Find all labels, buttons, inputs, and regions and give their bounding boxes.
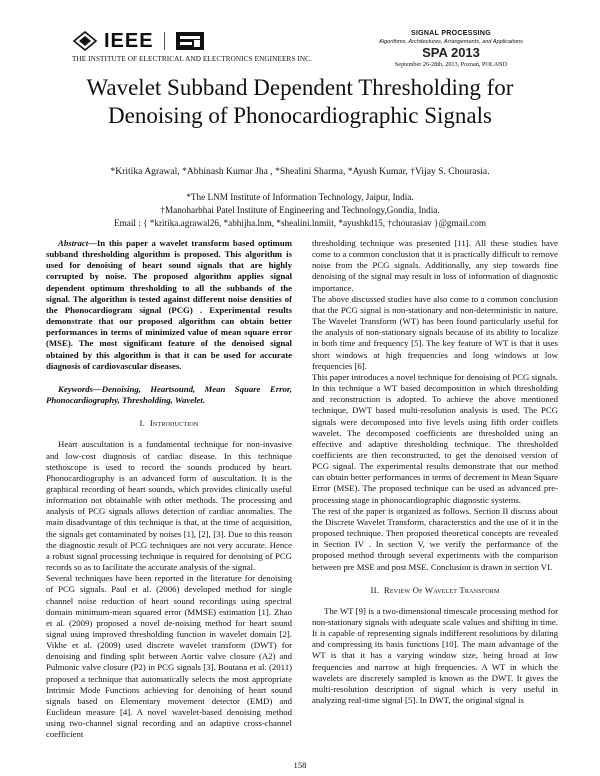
right-paragraph-1: thresholding technique was presented [11]. All these studies have come to a common conclusion that it is practically difficult to remove noise from the PCG signals. Additionally, any step towards fine denoising of the signal may result in loss of information of diagnostic importance. (312, 238, 558, 293)
title-line-1: Wavelet Subband Dependent Thresholding for (86, 75, 514, 100)
logo-divider (164, 32, 165, 50)
header-left (72, 30, 342, 63)
intro-paragraph-2: Several techniques have been reported in the literature for denoising of PCG signals. Paul et al. (2006) developed method for single channel noise reduction of heart sound recordings using spectral domain minimum-mean squared error (MMSE) estimation [1]. Zhao et al. (2009) proposed a novel de-noising method for heart sound signal using improved thresholding function in wavelet domain [2]. Vikhe et al. (2009) used discrete wavelet transform (DWT) for denoising and finding split between Aortic valve closure (A2) and Pulmonic valve closure (P2) in PCG signals [3]. Boutana et al. (2011) proposed a technique that automatically selects the most appropriate Intrinsic Mode Functions achieving for denoising of heart sound signals based on Elementary movement detector (EMD) and Euclidean measure [4]. A novel wavelet-based denoising method using two-channel signal recording and an adaptive cross-channel coefficient (46, 573, 292, 740)
title-line-2: Denoising of Phonocardiographic Signals (108, 103, 492, 128)
conference-title: SIGNAL PROCESSING (410, 30, 492, 37)
conference-date: September 26-28th, 2013, Poznań, POLAND (394, 61, 508, 68)
abstract-text: In this paper a wavelet transform based optimum subband thresholding algorithm is proposed. This algorithm is used for denoising of heart sound signals that are highly corrupted by noise. The proposed algorithm applies signal dependent optimum thresholding to all the subbands of the signal. The algorithm is tested against different noise densities of the Phonocardiogram signal (PCG) . Experimental results demonstrate that our proposed algorithm can obtain better performances in terms of minimized value of mean square error (MSE). The most significant feature of the denoised signal obtained by this algorithm is that it can be used for accurate diagnosis of cardiovascular diseases. (46, 238, 292, 371)
keywords: Keywords—Denoising, Heartsound, Mean Square Error, Phonocardiography, Thresholding, Wavelet. (46, 383, 292, 406)
right-paragraph-4: The rest of the paper is organized as follows. Section II discuss about the Discrete Wavelet Transform, characterstics and the use of it in the proposed technique. Then proposed theoretical concepts are revealed in Section IV . In section V, we verify the performance of the proposed method through several experiments with the comparison between pre MSE and post MSE. Conclusion is drawn in section VI. (312, 505, 558, 572)
logo-row (72, 30, 342, 52)
section-title: Review Of Wavelet Transform (383, 584, 500, 595)
right-column (312, 238, 558, 706)
conference-subtitle: Algorithms, Architectures, Arrangements, and Applications (379, 39, 523, 45)
page-number: 158 (293, 760, 307, 770)
author-list: *Kritika Agrawal, *Abhinash Kumar Jha , *Shealini Sharma, *Ayush Kumar, †Vijay S. Chourasia. (110, 166, 490, 177)
affiliation-1: *The LNM Institute of Information Technology, Jaipur, India. (186, 192, 414, 202)
ieee-organization: THE INSTITUTE OF ELECTRICAL AND ELECTRONICS ENGINEERS INC. (72, 55, 312, 63)
paper-title (40, 74, 560, 130)
abstract-label: Abstract— (58, 238, 97, 248)
section-number: I. (139, 418, 146, 429)
section-heading-introduction (46, 418, 292, 429)
abstract (46, 238, 292, 372)
intro-paragraph-1: Heart auscultation is a fundamental technique for non-invasive and low-cost diagnosis of cardiac disease. In this technique stethoscope is used to record the sounds produced by heart. Phonocardiography is an advanced form of auscultation. It is the graphical recording of heart sounds, which provides clinically useful information not obtainable with other methods. The processing and analysis of PCG signals allows detection of cardiac anomalies. The main disadvantage of this technique is that, at the time of acquisition, the signals get contaminated by noises [1], [2], [3]. Due to this reason the diagnostic result of PCG techniques are not very accurate. Hence a robust signal processing technique is required for denoising of PCG records so as to facilitate the accurate analysis of the signal. (46, 439, 292, 573)
ieee-diamond-icon (72, 31, 98, 51)
conference-header (346, 29, 556, 69)
conference-name: SPA 2013 (422, 45, 480, 60)
right-paragraph-3: This paper introduces a novel technique for denoising of PCG signals. In this technique a WT based decomposition in which thresholding and reconstruction is adopted. To achieve the above mentioned technique, DWT based multi-resolution analysis is used. The PCG signals were decomposed into five levels using fifth order coiflets wavelet. The decomposed coefficients are thresholded using an effective and adaptive thresholding technique. The thresholded coefficients are then reconstructed, to get the denoised version of PCG signal. The experimental results demonstrate that our method can obtain better performances in terms of decrement in Mean Square Error (MSE). The proposed technique can be used as advanced pre-processing stage in phonocardiographic diagnostic systems. (312, 371, 558, 505)
email-line: Email : { *kritika.agrawal26, *abhijha.lnm, *shealini.lnmiit, *ayushkd15, †chourasiav }@gmail.com (114, 218, 486, 228)
section-title: Introduction (149, 418, 199, 429)
section-heading-review (312, 585, 558, 596)
ieee-brand: IEEE (104, 30, 154, 52)
right-paragraph-2: The above discussed studies have also come to a common conclusion that the PCG signal is non-stationary and non-deterministic in nature. The Wavelet Transform (WT) has been found particularly useful for the analysis of non-stationary signals because of its ability to localize in both time and frequency [5]. The key feature of WT is that it uses short windows at high frequencies and long windows at low frequencies [6]. (312, 293, 558, 371)
section-number: II. (370, 584, 380, 595)
review-paragraph-1: The WT [9] is a two-dimensional timescale processing method for non-stationary signals with adequate scale values and shifting in time. It is capable of representing signals indifferent resolutions by dilating and compressing its basis functions [10]. The main advantage of the WT is that it has a varying window size, being broad at low frequencies and narrow at high frequencies. A WT in which the wavelets are discretely sampled is known as the DWT. It gives the multi-resolution description of signal which is very useful in analyzing real-time signal [5]. In DWT, the original signal is (312, 605, 558, 706)
affiliations (40, 191, 560, 230)
affiliation-2: †Manoharbhai Patel Institute of Engineering and Technology,Gondia, India. (160, 205, 440, 215)
chapter-logo-icon (175, 31, 205, 51)
left-column (46, 238, 292, 741)
